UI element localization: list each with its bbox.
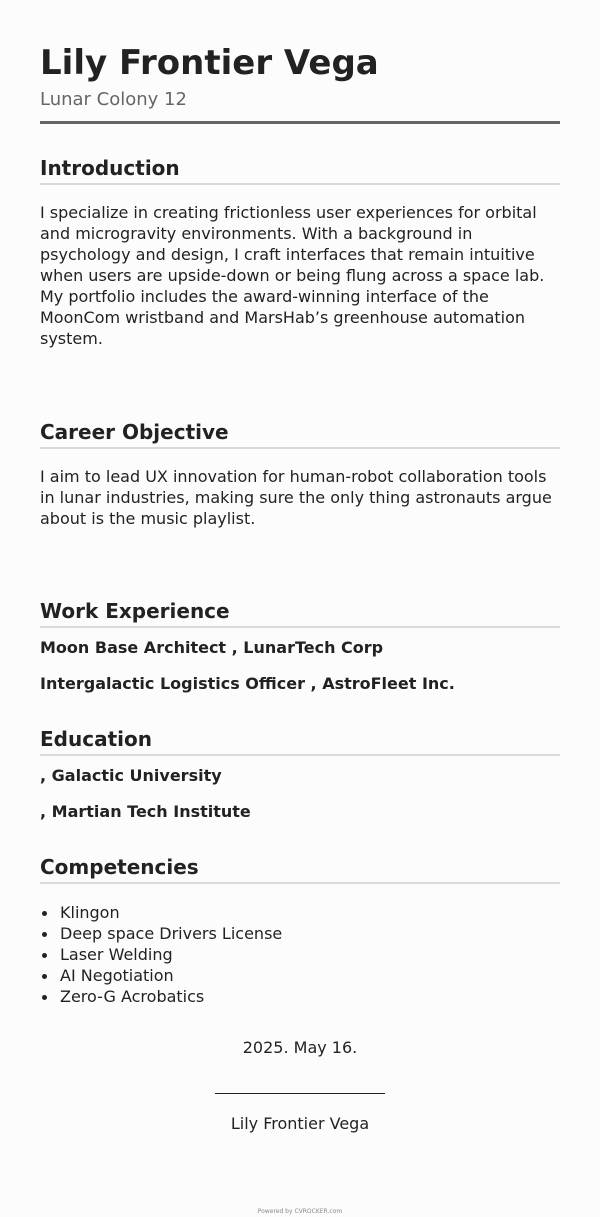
header-divider <box>40 121 560 124</box>
competency-item <box>40 923 282 944</box>
person-name: Lily Frontier Vega <box>40 43 379 83</box>
education-item: , Martian Tech Institute <box>40 802 251 821</box>
competency-label: Laser Welding <box>60 945 173 964</box>
bullet-icon <box>42 974 47 979</box>
bullet-icon <box>42 932 47 937</box>
experience-item: Moon Base Architect , LunarTech Corp <box>40 638 384 657</box>
competency-label: Klingon <box>60 903 120 922</box>
competency-label: AI Negotiation <box>60 966 174 985</box>
signature-name: Lily Frontier Vega <box>230 1114 370 1133</box>
objective-text: I aim to lead UX innovation for human-robot collaboration tools in lunar industries, making sure the only thing astronauts argue about is the music playlist. <box>40 467 552 528</box>
bullet-icon <box>42 953 47 958</box>
competency-label: Deep space Drivers License <box>60 924 283 943</box>
introduction-text: I specialize in creating frictionless user experiences for orbital and microgravity environments. With a background in psychology and design, I craft interfaces that remain intuitive when users are upside-down or being flung across a space lab. My portfolio includes the award-winning interface of the MoonCom wristband and MarsHab’s greenhouse automation system. <box>40 203 545 348</box>
competencies-heading: Competencies <box>40 855 199 879</box>
signature-date: 2025. May 16. <box>242 1038 358 1057</box>
bullet-icon <box>42 911 47 916</box>
introduction-heading: Introduction <box>40 156 180 180</box>
powered-by-footer: Powered by CVROCKER.com <box>257 1208 343 1215</box>
bullet-icon <box>42 995 47 1000</box>
objective-divider <box>40 447 560 449</box>
competency-item <box>40 902 282 923</box>
competency-item <box>40 944 282 965</box>
competency-item <box>40 965 282 986</box>
experience-item: Intergalactic Logistics Officer , AstroFleet Inc. <box>40 674 455 693</box>
objective-heading: Career Objective <box>40 420 229 444</box>
education-item: , Galactic University <box>40 766 222 785</box>
competencies-list <box>40 902 282 1007</box>
competency-label: Zero-G Acrobatics <box>60 987 205 1006</box>
education-divider <box>40 754 560 756</box>
location: Lunar Colony 12 <box>40 89 187 110</box>
experience-divider <box>40 626 560 628</box>
signature-line <box>215 1093 385 1094</box>
competencies-divider <box>40 882 560 884</box>
education-heading: Education <box>40 727 152 751</box>
introduction-divider <box>40 183 560 185</box>
experience-heading: Work Experience <box>40 599 230 623</box>
competency-item <box>40 986 282 1007</box>
